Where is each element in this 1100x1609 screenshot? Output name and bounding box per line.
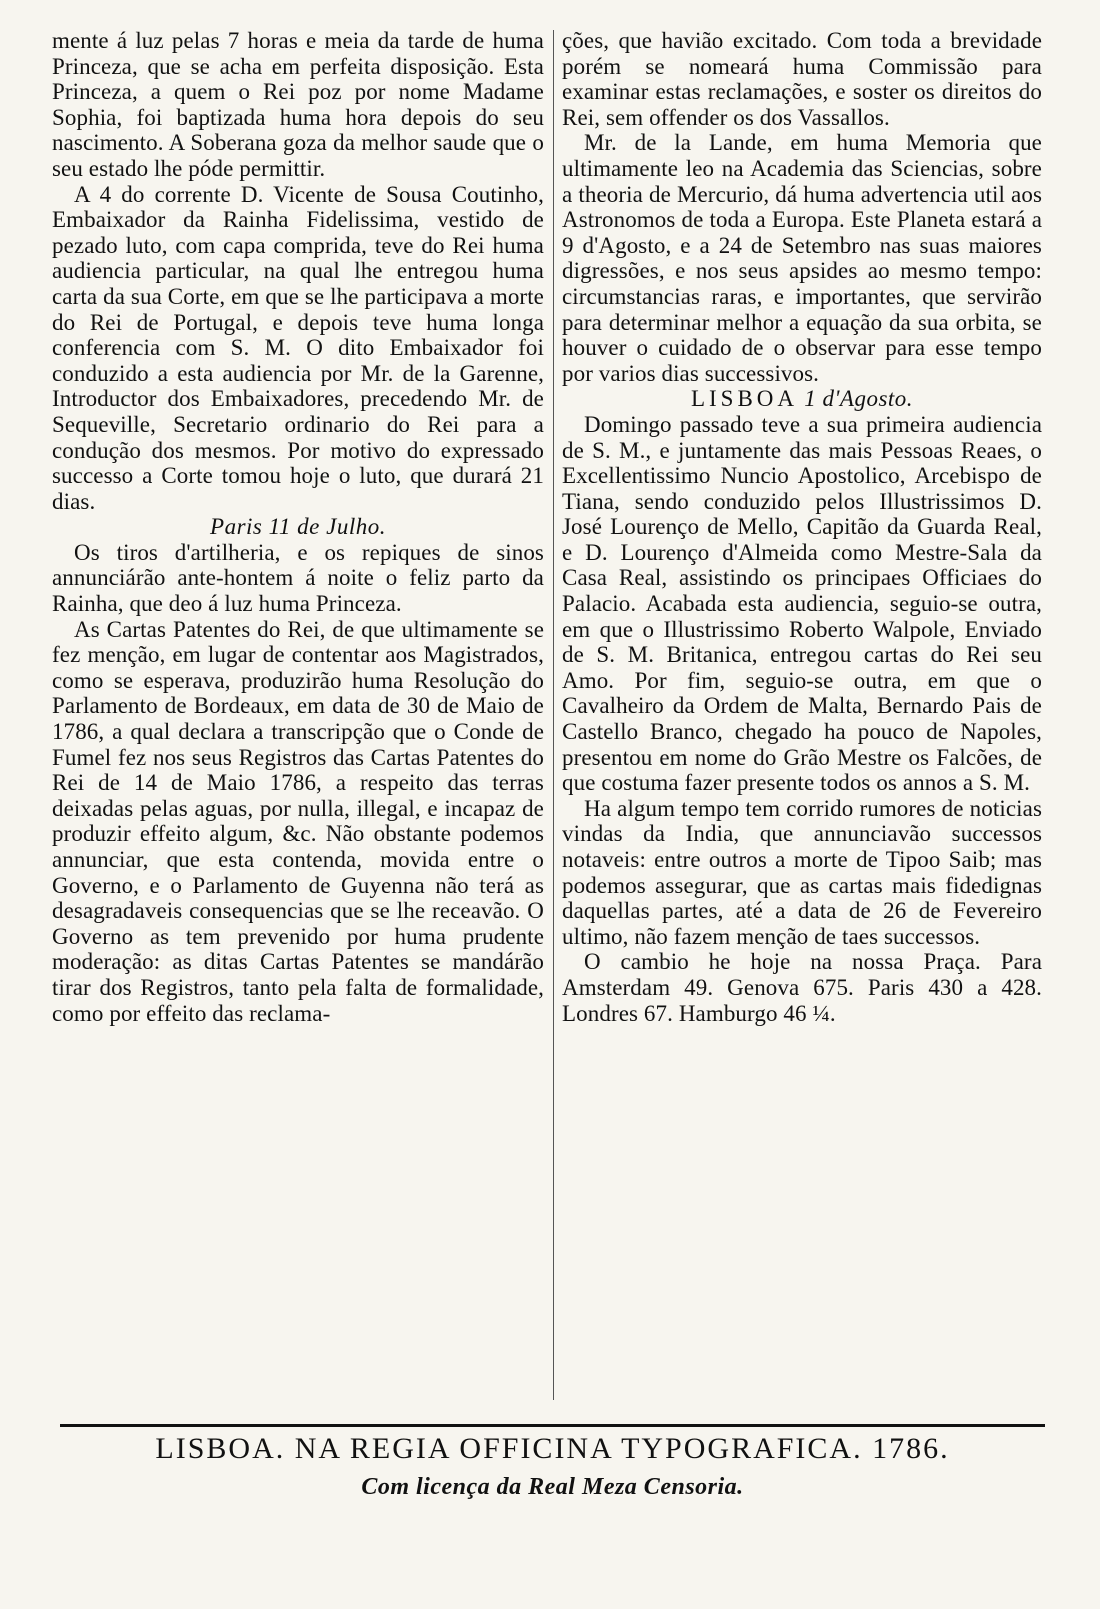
- footer-rule: [60, 1424, 1045, 1427]
- dateline-paris: Paris 11 de Julho.: [210, 514, 386, 540]
- dateline-lisboa: [562, 386, 1042, 412]
- right-paragraph-2: Mr. de la Lande, em huma Memoria que ultimamente leo na Academia das Sciencias, sobre a theoria de Mercurio, dá huma advertencia util aos Astronomos de toda a Europa. Este Planeta estará a 9 d'Agosto, e a 24 de Setembro nas suas maiores digressões, e nos seus apsides ao mesmo tempo: circumstancias raras, e importantes, que servirão para determinar melhor a equação da sua orbita, se houver o cuidado de o observar para esse tempo por varios dias successivos.: [562, 130, 1042, 386]
- column-divider: [553, 30, 554, 1400]
- right-column: [562, 28, 1042, 1026]
- left-paragraph-1: mente á luz pelas 7 horas e meia da tarde de huma Princeza, que se acha em perfeita disposição. Esta Princeza, a quem o Rei poz por nome Madame Sophia, foi baptizada huma hora depois do seu nascimento. A Soberana goza da melhor saude que o seu estado lhe póde permittir.: [52, 28, 544, 181]
- right-paragraph-1: ções, que havião excitado. Com toda a brevidade porém se nomeará huma Commissão para examinar estas reclamações, e soster os direitos do Rei, sem offender os dos Vassallos.: [562, 28, 1042, 130]
- left-paragraph-4: As Cartas Patentes do Rei, de que ultimamente se fez menção, em lugar de contentar aos Magistrados, como se esperava, produzirão huma Resolução do Parlamento de Bordeaux, em data de 30 de Maio de 1786, a qual declara a transcripção que o Conde de Fumel fez nos seus Registros das Cartas Patentes do Rei de 14 de Maio 1786, a respeito das terras deixadas pelas aguas, por nulla, illegal, e incapaz de produzir effeito algum, &c. Não obstante podemos annunciar, que esta contenda, movida entre o Governo, e o Parlamento de Guyenna não terá as desagradaveis consequencias que se lhe receavão. O Governo as tem prevenido por huma prudente moderação: as ditas Cartas Patentes se mandárão tirar dos Registros, tanto pela falta de formalidade, como por effeito das reclama-: [52, 616, 544, 1026]
- right-paragraph-4: Ha algum tempo tem corrido rumores de noticias vindas da India, que annunciavão successos notaveis: entre outros a morte de Tipoo Saib; mas podemos assegurar, que as cartas mais fidedignas daquellas partes, até a data de 26 de Fevereiro ultimo, não fazem menção de taes successos.: [562, 795, 1042, 949]
- left-column: [52, 28, 544, 1026]
- left-paragraph-3: Os tiros d'artilheria, e os repiques de sinos annunciárão ante-hontem á noite o feliz parto da Rainha, que deo á luz huma Princeza.: [52, 539, 544, 617]
- right-paragraph-5: O cambio he hoje na nossa Praça. Para Amsterdam 49. Genova 675. Paris 430 a 428. Londres 67. Hamburgo 46 ¼.: [562, 949, 1042, 1026]
- dateline-city: LISBOA: [690, 386, 798, 412]
- footer-license: Com licença da Real Meza Censoria.: [361, 1474, 744, 1500]
- footer-imprint: LISBOA. NA REGIA OFFICINA TYPOGRAFICA. 1786.: [155, 1432, 950, 1465]
- right-paragraph-3: Domingo passado teve a sua primeira audiencia de S. M., e juntamente das mais Pessoas Reaes, o Excellentissimo Nuncio Apostolico, Arcebispo de Tiana, sendo conduzido pelos Illustrissimos D. José Lourenço de Mello, Capitão da Guarda Real, e D. Lourenço d'Almeida como Mestre-Sala da Casa Real, assistindo os principaes Officiaes do Palacio. Acabada esta audiencia, seguio-se outra, em que o Illustrissimo Roberto Walpole, Enviado de S. M. Britanica, entregou cartas do Rei seu Amo. Por fim, seguio-se outra, em que o Cavalheiro da Ordem de Malta, Bernardo Pais de Castello Branco, chegado ha pouco de Napoles, presentou em nome do Grão Mestre os Falcões, de que costuma fazer presente todos os annos a S. M.: [562, 411, 1042, 796]
- dateline-date: 1 d'Agosto.: [804, 386, 914, 412]
- left-paragraph-2: A 4 do corrente D. Vicente de Sousa Coutinho, Embaixador da Rainha Fidelissima, vestido de pezado luto, com capa comprida, teve do Rei huma audiencia particular, na qual lhe entregou huma carta da sua Corte, em que se lhe participava a morte do Rei de Portugal, e depois teve huma longa conferencia com S. M. O dito Embaixador foi conduzido a esta audiencia por Mr. de la Garenne, Introductor dos Embaixadores, precedendo Mr. de Sequeville, Secretario ordinario do Rei para a condução dos mesmos. Por motivo do expressado successo a Corte tomou hoje o luto, que durará 21 dias.: [52, 181, 544, 514]
